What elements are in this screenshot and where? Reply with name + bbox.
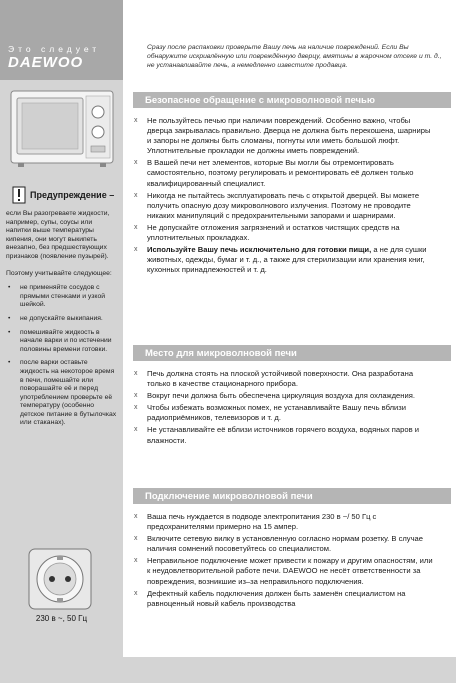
intro-text: Сразу после распаковки проверьте Вашу печь на наличие повреждений. Если Вы обнаружите искривлённую или повреждённую дверцу, вмятины в жарочном отсеке и т. д., не устанавливайте печь, а немедленно известите продавца. — [147, 44, 442, 69]
section-list — [133, 369, 451, 446]
bullet-x-icon: x — [134, 535, 138, 543]
list-item — [133, 158, 433, 188]
bullet-x-icon: x — [134, 589, 138, 597]
section-list — [133, 512, 451, 609]
list-item-text: Ваша печь нуждается в подводе электропитания 230 в ~/ 50 Гц с предохранителями примерно на 15 ампер. — [147, 512, 377, 532]
microwave-illustration — [10, 90, 114, 168]
list-item-text: Никогда не пытайтесь эксплуатировать печь с открытой дверцей. Вы можете получить опасную дозу микроволнового излучения. Поэтому не проводите никаких манипуляций с предохранительными запорами и шарнирами. — [147, 190, 420, 220]
bullet-x-icon: x — [134, 191, 138, 199]
sidebar-header — [0, 0, 123, 80]
section-title: Место для микроволновой печи — [145, 347, 297, 359]
power-socket-illustration — [28, 548, 92, 610]
bullet-x-icon: x — [134, 513, 138, 520]
bullet-x-icon: x — [134, 557, 138, 565]
list-item — [133, 391, 433, 401]
socket-caption: 230 в ~, 50 Гц — [35, 614, 88, 623]
page-footer-band — [0, 657, 456, 683]
list-item — [133, 223, 433, 243]
warning-list-item: • после варки оставьте жидкость на некоторое время в печи, помешайте или поворашайте её и перед употреблением проверьте её температуру (особенно детское питание в бутылочках или стаканах). — [6, 359, 118, 428]
list-item — [133, 116, 433, 156]
section-list — [133, 116, 451, 275]
section-connection — [133, 488, 451, 611]
bullet-x-icon: x — [134, 404, 138, 412]
bullet-x-icon: x — [134, 223, 138, 231]
section-placement — [133, 345, 451, 448]
bullet-x-icon: x — [134, 117, 138, 124]
list-item — [133, 191, 433, 221]
bullet-x-icon: x — [134, 370, 138, 377]
section-header — [133, 345, 451, 361]
list-item — [133, 512, 433, 532]
list-item — [133, 403, 433, 423]
section-title: Безопасное обращение с микроволновой печью — [145, 94, 375, 106]
list-item — [133, 589, 433, 609]
warning-title: Предупреждение – — [30, 190, 115, 200]
warning-text: если Вы разогреваете жидкости, например, супы, соусы или напитки выше температуры кипения, они могут выкипеть внезапно, без предшествующих признаков (появление пузырей). — [6, 210, 110, 260]
brand-logo: DAEWOO — [8, 54, 84, 71]
list-item-text: Не допускайте отложения загрязнений и остатков чистящих средств на уплотнительных прокладках. — [147, 222, 400, 243]
bullet-x-icon: x — [134, 392, 138, 400]
warning-header — [12, 186, 118, 204]
list-item-text: Не пользуйтесь печью при наличии повреждений. Особенно важно, чтобы дверца закрывалась правильно. Дверца не должна быть перекошена, шарниры и запоры не должны быть сломаны, погнуты или иметь большой люфт. Уплотнительные прокладки не должны иметь повреждений. — [147, 116, 431, 156]
list-item-bold: Используйте Вашу печь исключительно для готовки пищи, — [147, 245, 372, 255]
section-header — [133, 92, 451, 108]
list-item — [133, 245, 433, 275]
list-item — [133, 425, 433, 445]
list-item-text: Дефектный кабель подключения должен быть заменён специалистом на равноценный новый кабель производства — [147, 588, 406, 608]
warning-followup: Поэтому учитывайте следующее: — [6, 269, 112, 277]
section-title: Подключение микроволновой печи — [145, 490, 313, 502]
bullet-x-icon: x — [134, 426, 138, 434]
list-item-text: Чтобы избежать возможных помех, не устанавливайте Вашу печь вблизи радиоприёмников, телевизоров и т. д. — [147, 403, 406, 423]
bullet-x-icon: x — [134, 159, 138, 167]
brand-line: Это следует — [8, 44, 101, 54]
section-safety — [133, 92, 451, 277]
warning-box — [6, 186, 118, 433]
list-item — [133, 369, 433, 389]
main-content — [123, 0, 456, 683]
sidebar — [0, 0, 123, 683]
list-item-text: а не для сушки животных, одежды, бумаг и т. д., а также для стерилизации или хранения книг, кухонных принадлежностей и т. д. — [147, 245, 427, 275]
list-item — [133, 534, 433, 554]
list-item-text: Не устанавливайте её вблизи источников горячего воздуха, водяных паров и влажности. — [147, 425, 419, 445]
warning-list-item: • помешивайте жидкость в начале варки и по истечении половины времени готовки. — [6, 329, 118, 355]
list-item-text: Неправильное подключение может привести к пожару и другим опасностям, или к неудовлетворительной работе печи. DAEWOO не несёт ответственности за повреждения, возникшие из–за неправильного подключения. — [147, 556, 433, 586]
list-item-text: Вокруг печи должна быть обеспечена циркуляция воздуха для охлаждения. — [147, 391, 415, 401]
list-item — [133, 556, 433, 586]
warning-list — [6, 284, 118, 428]
bullet-x-icon: x — [134, 246, 138, 254]
list-item-text: В Вашей печи нет элементов, которые Вы могли бы отремонтировать самостоятельно, поэтому регулировать и ремонтировать её должен только квалифицированный специалист. — [147, 158, 414, 188]
warning-list-item: • не допускайте выкипания. — [6, 315, 118, 324]
warning-list-item: • не применяйте сосудов с прямыми стенками и узкой шейкой. — [6, 284, 118, 310]
hand-warning-icon — [12, 186, 26, 204]
list-item-text: Включите сетевую вилку в установленную согласно нормам розетку. В случае наличия сомнений посоветуйтесь со специалистом. — [147, 534, 423, 554]
section-header — [133, 488, 451, 504]
list-item-text: Печь должна стоять на плоской устойчивой поверхности. Она разработана только в качестве стационарного прибора. — [147, 369, 414, 389]
